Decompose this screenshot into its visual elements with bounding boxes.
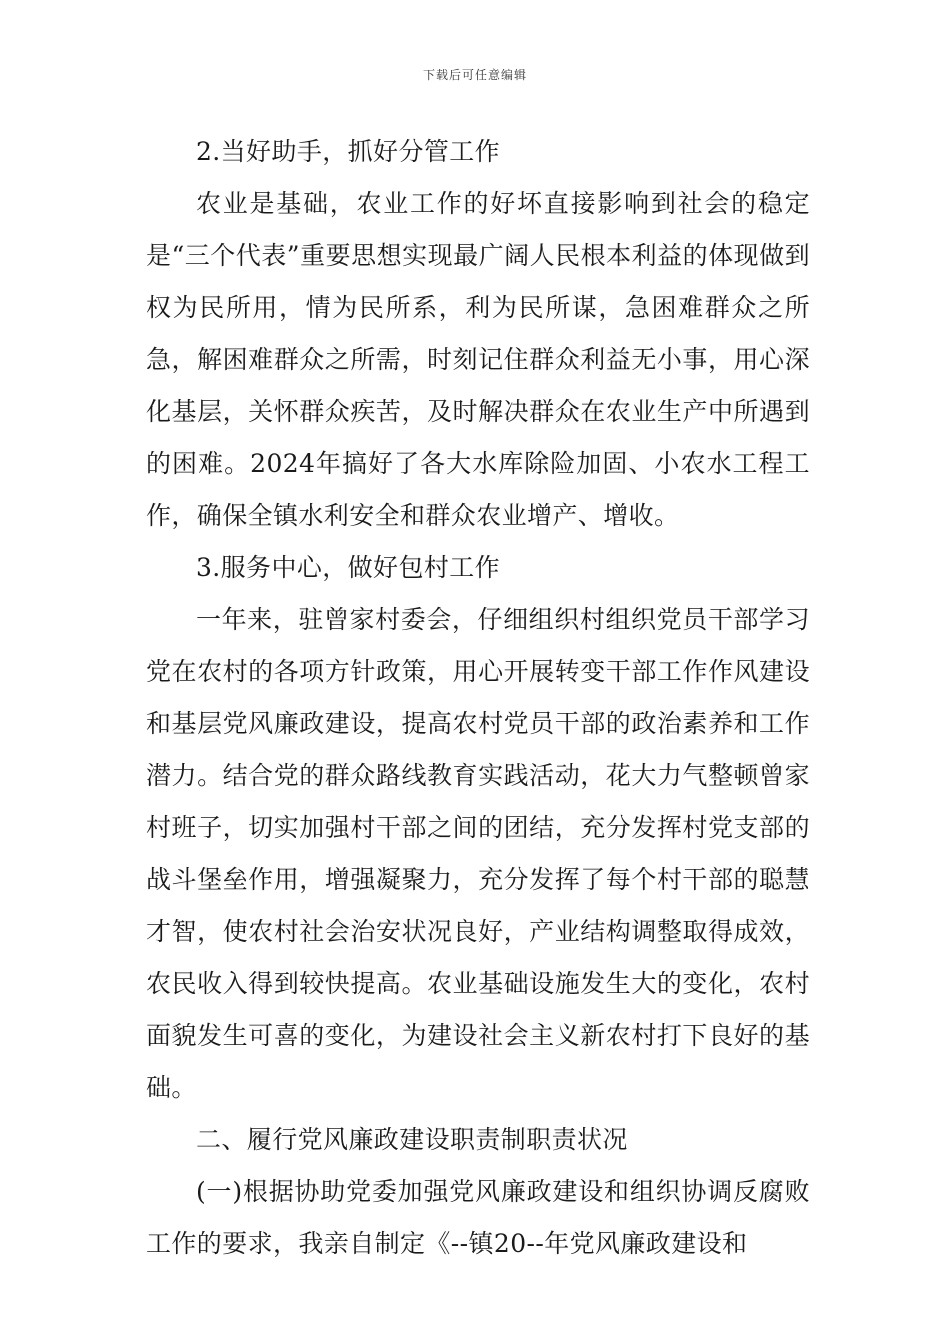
paragraph-anti-corruption: (一)根据协助党委加强党风廉政建设和组织协调反腐败工作的要求，我亲自制定《--镇20--年党风廉政建设和 [146, 1177, 810, 1258]
section-heading-village-work: 3.服务中心，做好包村工作 [196, 553, 501, 582]
section-heading-assistant-work: 2.当好助手，抓好分管工作 [196, 137, 501, 166]
paragraph-agriculture: 农业是基础，农业工作的好坏直接影响到社会的稳定是“三个代表”重要思想实现最广阔人民根本利益的体现做到权为民所用，情为民所系，利为民所谋，急困难群众之所急，解困难群众之所需，时刻记住群众利益无小事，用心深化基层，关怀群众疾苦，及时解决群众在农业生产中所遇到的困难。2024年搞好了各大水库除险加固、小农水工程工作，确保全镇水利安全和群众农业增产、增收。 [146, 189, 810, 530]
paragraph-village-committee: 一年来，驻曾家村委会，仔细组织村组织党员干部学习党在农村的各项方针政策，用心开展转变干部工作作风建设和基层党风廉政建设，提高农村党员干部的政治素养和工作潜力。结合党的群众路线教育实践活动，花大力气整顿曾家村班子，切实加强村干部之间的团结，充分发挥村党支部的战斗堡垒作用，增强凝聚力，充分发挥了每个村干部的聪慧才智，使农村社会治安状况良好，产业结构调整取得成效，农民收入得到较快提高。农业基础设施发生大的变化，农村面貌发生可喜的变化，为建设社会主义新农村打下良好的基础。 [146, 605, 810, 1102]
section-heading-integrity-duty: 二、履行党风廉政建设职责制职责状况 [196, 1125, 628, 1154]
document-body [146, 126, 810, 1270]
page-header-note: 下载后可任意编辑 [422, 68, 527, 82]
